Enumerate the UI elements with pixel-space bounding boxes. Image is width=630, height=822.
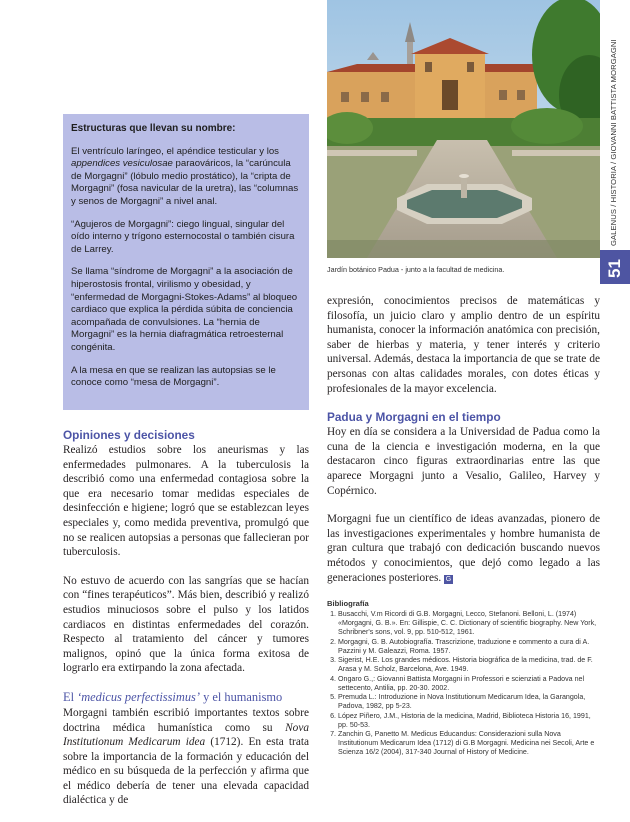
eponyms-box <box>63 114 309 410</box>
bibliography-item: 6. López Piñero, J.M., Historia de la medicina, Madrid, Biblioteca Historia 16, 1991, pp. 50-53. <box>338 712 600 730</box>
bibliography-item: 4. Ongaro G.,: Giovanni Battista Morgagni in Professori e scienziati a Padova nel settecento, Antilia, pp. 20-30. 2002. <box>338 675 600 693</box>
section-heading-humanism <box>63 690 309 705</box>
bibliography-item: 3. Sigerist, H.E. Los grandes médicos. Historia biográfica de la medicina, trad. de F. Arasa y M. Scholz, Barcelona, Ave. 1949. <box>338 656 600 674</box>
eponyms-p1-text: El ventrículo laríngeo, el apéndice testicular y los <box>71 145 279 157</box>
bibliography <box>327 599 600 757</box>
humanism-text-a: Morgagni también escribió importantes textos sobre doctrina médica humanística como su <box>63 706 309 734</box>
opinions-paragraph-1: Realizó estudios sobre los aneurismas y las enfermedades pulmonares. A la tuberculosis la describió como una enfermedad contagiosa sobre la que era necesario tomar medidas especiales de desinfección e higiene; logró que se establezcan leyes especiales y, como medida preventiva, promulgó que no se realicen autopsias a personas que fallecieran por tuberculosis. <box>63 444 309 559</box>
opinions-paragraph-2: No estuvo de acuerdo con las sangrías que se hacían con “fines terapéuticos”. Más bien, describió y realizó estudios minuciosos sobre el pulso y los latidos cardiacos en distintas enfermedades del corazón. Respecto al tratamiento del cáncer y tumores malignos, opinó que la única forma exitosa de lograrlo era extirpando la zona afectada. <box>63 574 309 675</box>
heading-humanism-a: El <box>63 689 78 704</box>
eponyms-paragraph-3: Se llama “síndrome de Morgagni” a la asociación de hiperostosis frontal, virilismo y obesidad, y “enfermedad de Morgagni-Stokes-Adams” al bloqueo cardiaco que explica la pérdida súbita de conciencia acompañada de convulsiones. La “hernia de Morgagni” es la hernia diafragmática retroesternal congénita. <box>71 266 298 353</box>
bibliography-list <box>327 610 600 757</box>
heading-humanism-c: y el humanismo <box>199 689 283 704</box>
bibliography-title: Bibliografía <box>327 599 369 609</box>
left-column <box>63 428 309 822</box>
end-of-article-icon: G <box>445 575 452 583</box>
page-number: 51 <box>605 259 624 278</box>
running-head-strip <box>602 0 630 246</box>
heading-humanism-italic: ‘medicus perfectissimus’ <box>77 689 200 704</box>
eponyms-paragraph-1 <box>71 146 300 209</box>
running-head: GALENUS / HISTORIA / GIOVANNI BATTISTA MORGAGNI <box>609 39 618 246</box>
botanical-garden-photo <box>327 0 600 258</box>
bibliography-item: 2. Morgagni, G. B. Autobiografía. Trascrizione, traduzione e commento a cura di A. Pazzini y M. Galeazzi, Roma. 1957. <box>338 638 600 656</box>
humanism-text-c: (1712). En esta trata sobre la importancia de la formación y educación del médico en su búsqueda de la perfección y afirma que el médico debería de tener una elevada capacidad dialéctica y de <box>63 736 309 807</box>
section-heading-padua: Padua y Morgagni en el tiempo <box>327 410 501 425</box>
padua-paragraph-1: Hoy en día se considera a la Universidad de Padua como la cuna de la ciencia e investigación moderna, en la que destacaron cinco figuras extraordinarias entre las que aparece Morgagni junto a Vesalio, Galileo, Harvey y Copérnico. <box>327 426 600 497</box>
eponyms-p1-italic: appendices vesiculosae <box>71 158 173 170</box>
padua-paragraph-2 <box>327 512 600 585</box>
humanism-paragraph-continued: expresión, conocimientos precisos de matemáticas y filosofía, un juicio claro y amplio dentro de un espíritu humanista, conocer la información anatómica con precisión, saber de hierbas y materia, y tener interés y criterio universal. Además, destaca la importancia de que se trate de personas con altas calidades morales, con dotes éticas y profesionales de la mayor excelencia. <box>327 295 600 395</box>
eponyms-p1-text-end: paraováricos, la “carúncula de Morgagni” (lóbulo medio prostático), la “cripta de Morgagni” (fosa navicular de la uretra), las “columnas y senos de Morgagni” a nivel anal. <box>71 158 299 207</box>
humanism-paragraph <box>63 706 309 808</box>
eponyms-paragraph-4: A la mesa en que se realizan las autopsias se le conoce como “mesa de Morgagni”. <box>71 364 276 389</box>
page-number-tab <box>600 250 630 284</box>
padua-paragraph-2-text: Morgagni fue un científico de ideas avanzadas, pionero de las investigaciones experimentales y hombre humanista de gran cultura que trabajó con dedicación buscando nuevos métodos y conocimientos, que dejó como legado a las generaciones posteriores. <box>327 513 600 584</box>
humanism-book-title: Nova Institutionum Medicarum idea <box>63 721 309 749</box>
section-heading-opinions: Opiniones y decisiones <box>63 428 195 442</box>
photo-caption: Jardín botánico Padua - junto a la facultad de medicina. <box>327 265 505 274</box>
bibliography-item: 5. Premuda L.: Introduzione in Nova Institutionum Medicarum Idea, la Garangola, Padova, 1982, pp 5-23. <box>338 693 600 711</box>
eponyms-box-title: Estructuras que llevan su nombre: <box>71 123 236 134</box>
eponyms-paragraph-2: “Agujeros de Morgagni”: ciego lingual, singular del oído interno y trígono esternocostal o también cisura de Larrey. <box>71 218 295 255</box>
bibliography-item: 1. Busacchi, V.m Ricordi di G.B. Morgagni, Lecco, Stefanoni. Belloni, L. (1974) «Morgagni, G. B.». En: Gillispie, C. C. Dictionary of scientific biography. New York, Schribner's sons, vol. 9, pp. 510-512, 1961. <box>338 610 600 637</box>
right-column <box>327 294 600 758</box>
bibliography-item: 7. Zanchin G, Panetto M. Medicus Educandus: Considerazioni sulla Nova Institutionum Medicarum Idea (1712) di G.B Morgagni. Medicina nei Secoli, Arte e Scienza 16/2 (2004), 317-340 Journal of History of Medicine. <box>338 730 600 757</box>
